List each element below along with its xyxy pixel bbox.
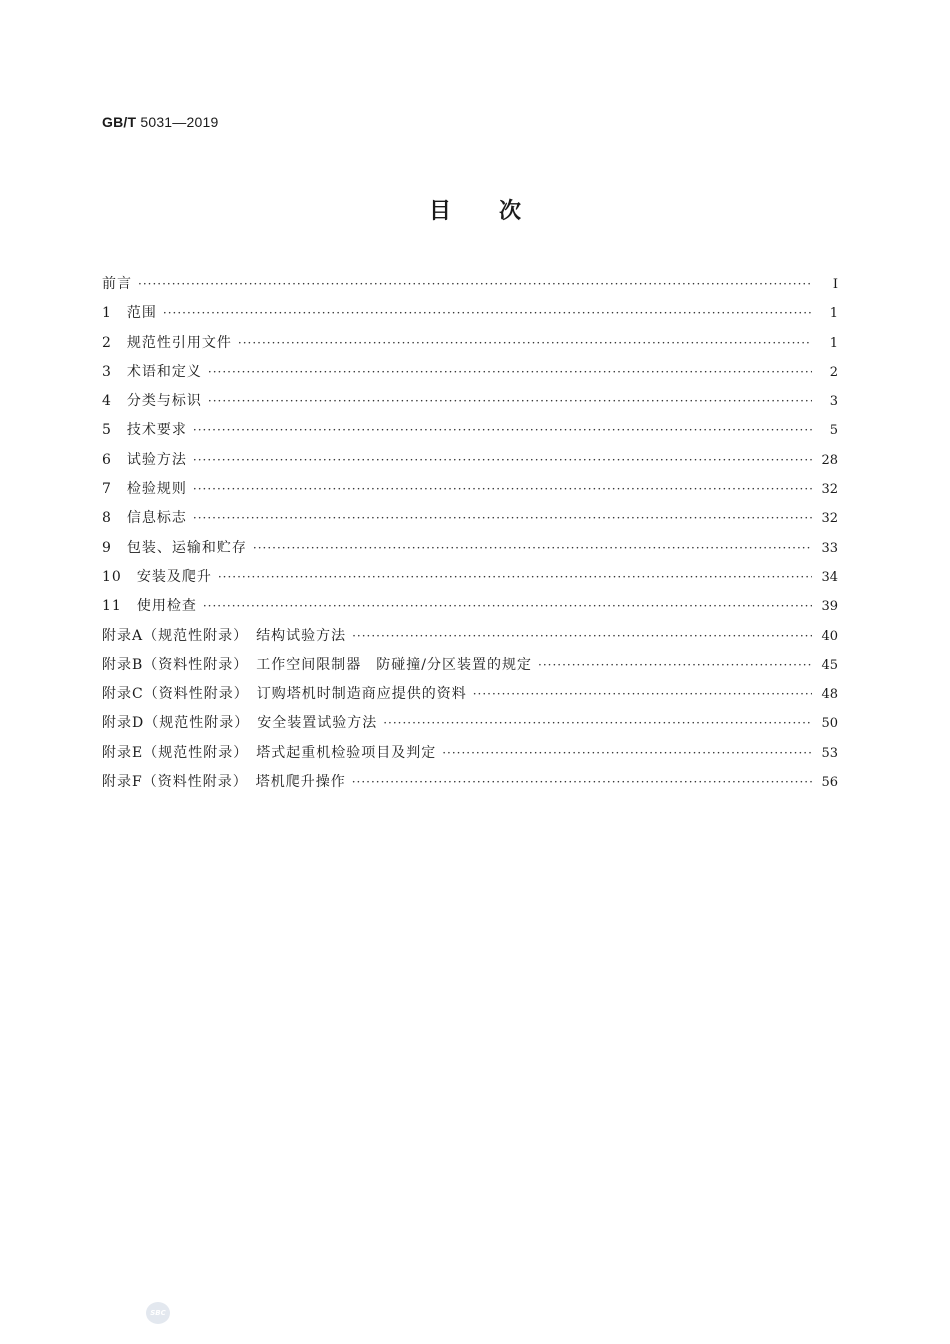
toc-entry-page: 1 <box>829 335 838 351</box>
toc-dot-leader <box>538 653 812 677</box>
toc-entry-page: 33 <box>821 540 838 556</box>
toc-entry-page: 39 <box>821 599 838 615</box>
toc-entry-label: 前言 <box>102 276 132 292</box>
toc-entry-page: 28 <box>821 452 838 468</box>
toc-dot-leader <box>203 594 812 618</box>
toc-entry[interactable] <box>102 272 838 301</box>
toc-dot-leader <box>238 331 812 355</box>
toc-dot-leader <box>163 301 812 325</box>
toc-entry-label: 11 使用检查 <box>102 598 197 615</box>
toc-dot-leader <box>442 741 812 765</box>
toc-entry-page: 32 <box>821 482 838 498</box>
toc-entry-page: 1 <box>829 306 838 322</box>
toc-entry[interactable] <box>102 477 838 506</box>
toc-entry[interactable] <box>102 741 838 770</box>
toc-dot-leader <box>208 389 812 413</box>
toc-entry-page: Ⅰ <box>832 277 838 292</box>
toc-dot-leader <box>193 448 812 472</box>
toc-dot-leader <box>383 711 812 735</box>
toc-entry-label: 附录C（资料性附录） 订购塔机时制造商应提供的资料 <box>102 686 467 703</box>
toc-entry[interactable] <box>102 418 838 447</box>
toc-entry-label: 附录B（资料性附录） 工作空间限制器 防碰撞/分区装置的规定 <box>102 656 533 673</box>
toc-entry-page: 40 <box>821 628 838 644</box>
toc-entry[interactable] <box>102 565 838 594</box>
toc-entry-page: 48 <box>821 687 838 703</box>
toc-entry[interactable] <box>102 389 838 418</box>
toc-dot-leader <box>473 682 812 706</box>
page-title: 目次 <box>428 199 569 224</box>
document-code-number: 5031—2019 <box>140 114 219 130</box>
toc-entry[interactable] <box>102 682 838 711</box>
table-of-contents <box>102 272 838 799</box>
toc-entry-label: 5 技术要求 <box>102 422 187 439</box>
toc-entry-page: 56 <box>821 775 838 791</box>
toc-entry[interactable] <box>102 653 838 682</box>
toc-entry-label: 6 试验方法 <box>102 451 187 468</box>
toc-entry-label: 附录E（规范性附录） 塔式起重机检验项目及判定 <box>102 744 437 761</box>
toc-entry-label: 9 包装、运输和贮存 <box>102 539 247 556</box>
toc-entry-label: 2 规范性引用文件 <box>102 334 232 351</box>
toc-entry-label: 附录D（规范性附录） 安全装置试验方法 <box>102 715 378 732</box>
toc-dot-leader <box>352 770 812 794</box>
watermark-logo: SBC <box>146 1302 170 1324</box>
toc-entry[interactable] <box>102 506 838 535</box>
toc-dot-leader <box>138 272 812 296</box>
toc-entry-label: 8 信息标志 <box>102 510 187 527</box>
toc-entry[interactable] <box>102 624 838 653</box>
toc-entry[interactable] <box>102 594 838 623</box>
toc-entry-page: 45 <box>821 657 838 673</box>
toc-entry-label: 附录F（资料性附录） 塔机爬升操作 <box>102 774 346 791</box>
toc-entry-label: 10 安装及爬升 <box>102 568 212 585</box>
toc-entry-label: 3 术语和定义 <box>102 363 202 380</box>
toc-entry-page: 53 <box>821 745 838 761</box>
toc-entry-page: 50 <box>821 716 838 732</box>
toc-entry[interactable] <box>102 301 838 330</box>
toc-dot-leader <box>253 536 812 560</box>
toc-entry-page: 5 <box>829 423 838 439</box>
toc-dot-leader <box>193 418 812 442</box>
toc-entry-page: 3 <box>829 394 838 410</box>
toc-entry-label: 1 范围 <box>102 305 157 322</box>
toc-entry-label: 4 分类与标识 <box>102 393 202 410</box>
toc-dot-leader <box>218 565 812 589</box>
toc-dot-leader <box>193 506 812 530</box>
toc-entry-label: 附录A（规范性附录） 结构试验方法 <box>102 627 347 644</box>
toc-entry-page: 32 <box>821 511 838 527</box>
toc-entry[interactable] <box>102 711 838 740</box>
toc-entry[interactable] <box>102 360 838 389</box>
toc-dot-leader <box>352 624 812 648</box>
toc-entry-page: 2 <box>829 364 838 380</box>
document-code <box>102 114 218 130</box>
toc-dot-leader <box>193 477 812 501</box>
toc-dot-leader <box>208 360 812 384</box>
toc-entry-page: 34 <box>821 569 838 585</box>
toc-entry[interactable] <box>102 331 838 360</box>
toc-entry[interactable] <box>102 536 838 565</box>
toc-entry-label: 7 检验规则 <box>102 481 187 498</box>
document-code-prefix: GB/T <box>102 114 137 130</box>
toc-entry[interactable] <box>102 770 838 799</box>
toc-entry[interactable] <box>102 448 838 477</box>
